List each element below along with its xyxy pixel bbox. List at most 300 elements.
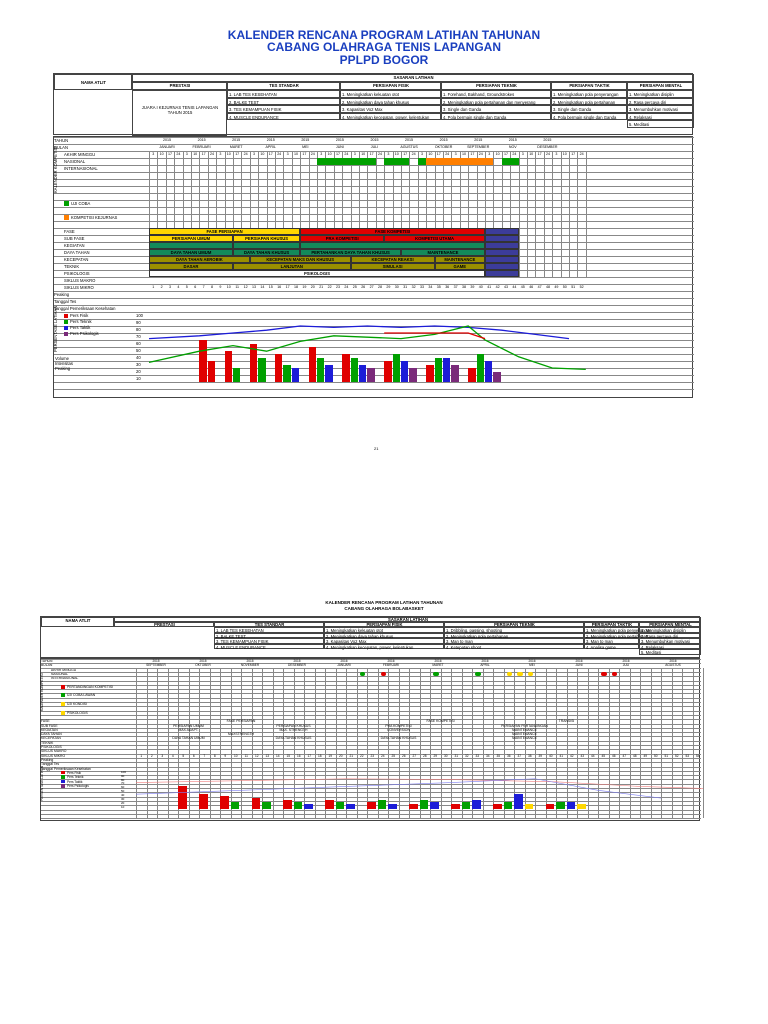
page1-chart-axis-label: 60 [136,341,141,346]
page2-mikro-number: 8 [213,753,216,758]
page1-row-label: TAHUN [54,138,69,143]
page2-mikro-number: 46 [611,753,616,758]
page2-period-label: SIKLUS MAKRO [41,749,67,754]
page1-mikro-number: 33 [419,285,424,289]
page1-week-number: 17 [302,152,307,156]
page1-mikro-number: 48 [545,285,550,289]
page1-mikro-number: 40 [478,285,483,289]
page2-phase-text: MAINTENANCE [512,736,537,741]
page2-year: 2016 [669,659,677,663]
page1-title-line3: PPLPD BOGOR [339,53,429,67]
page1-week-number: 24 [243,152,248,156]
page2-mikro-number: 15 [286,753,291,758]
page1-mikro-number: 52 [579,285,584,289]
page2-taktik_items-item: 2. Meningkatkan pola pertahanan [586,633,649,639]
page2-col-mental: PERSIAPAN MENTAL [639,622,701,627]
page2-mikro-number: 11 [244,753,248,758]
page1-chart-legend-label: Pers Teknik [70,319,92,324]
page1-chart-axis-label: 40 [136,355,141,360]
page2-year: 2016 [340,659,348,663]
page1-grid-hline [54,382,694,383]
page1-mikro-number: 7 [202,285,205,289]
page1-row-label: BULAN [54,145,68,150]
page1-mikro-number: 16 [277,285,282,289]
page1-grid-vline [527,151,528,277]
page1-mikro-number: 44 [512,285,517,289]
page1-month: NOV [508,145,517,149]
page1-phase-band: PRA KOMPETISI [300,235,384,242]
page2-phase-text: PERSIAPAN KHUSUS [276,723,311,728]
page2-month: AGUSTUS [665,663,681,668]
page1-mikro-number: 1 [152,285,155,289]
page2-teknik_items-item: 3. Man to man [444,638,584,644]
page1-grid-vline [586,151,587,277]
page2-col-prestasi: PRESTASI [114,622,214,627]
page1-month: AGUSTUS [400,145,418,149]
page2-mikro-number: 3 [161,753,164,758]
page2-year: 2015 [152,659,160,663]
page2-row-label: TAHUN [41,659,53,663]
page1-chart-axis-label: 80 [136,327,141,332]
page1-week-number: 3 [454,152,457,156]
page1-prestasi-text-2: TAHUN 2015 [167,110,193,115]
page2-chart-axis-label: 50 [121,789,125,794]
page1-tes_items-item: 1. LAB TES KESEHATAN [227,90,340,98]
page1-trend-lines [54,312,694,382]
page2-year: 2015 [293,659,301,663]
page2-mikro-number: 22 [359,753,364,758]
page1-competition-mark [334,158,342,165]
page2-nama-atlit: NAMA ATLIT [41,617,114,627]
page1-competition-mark [485,158,493,165]
page1-fisik_items-item: 2. Meningkatkan daya tahan khusus [340,98,441,106]
page1-year: 2015 [508,138,517,142]
page2-phase-text: FASE PERSIAPAN [226,719,256,724]
page1-period-label: SUB FASE [64,236,85,241]
page2-chart-axis-label: 80 [121,777,125,782]
page2-mikro-number: 4 [171,753,174,758]
page2-period-label: KECEPATAN [41,736,61,741]
page1-chart-legend-label: Pers Taktik [70,325,91,330]
page1-week-number: 3 [185,152,188,156]
page1-grid-hline [54,214,694,215]
page2-legend-swatch [61,711,65,715]
page2-period-label: PSIKOLOGIS [41,745,62,749]
page2-mikro-number: 36 [506,753,511,758]
page1-nama-atlit: NAMA ATLIT [54,74,132,90]
page1-phase-band [485,270,519,277]
page1-grid-hline [54,291,694,292]
page1-competition-mark [451,158,459,165]
page2-chart-legend-label: Pers Psikologis [67,784,89,789]
page2-legend-label: UJI KONDISI [67,702,87,706]
page2-phase-text: FASE KOMPETISI [426,719,455,724]
page1-mikro-number: 6 [194,285,197,289]
page1-year: 2015 [232,138,241,142]
page1-mikro-number: 49 [554,285,559,289]
page2-year: 2015 [246,659,254,663]
page2-title-line1: KALENDER RENCANA PROGRAM LATIHAN TAHUNAN [325,600,443,605]
page2-teknik_items-item: 1. Dribbling, passing, shooting [444,627,584,633]
page2-month: APRIL [480,663,490,668]
page1-tes_items-item: 2. BALKE TEST [227,98,340,106]
page1-week-number: 10 [562,152,567,156]
page1-mikro-number: 39 [470,285,475,289]
page2-mikro-number: 26 [401,753,406,758]
page1-mikro-number: 29 [386,285,391,289]
page2-legend-label: PERTANDINGAN KOMPETISI [67,684,114,689]
page1-week-number: 10 [293,152,298,156]
page1-week-number: 17 [201,152,206,156]
page1-teknik_items-item: 4. Pola bermain single dan Ganda [441,113,551,121]
page1-side-kompetisi: KALENDER KOMPETISI [53,146,58,193]
page1-month: OKTOBER [434,145,453,149]
page2-col-tes: TES STANDAR [214,622,324,627]
page1-phase-band: MAINTENANCE [435,256,485,263]
page1-week-number: 24 [310,152,315,156]
page2-mikro-number: 13 [265,753,270,758]
page1-week-number: 10 [394,152,399,156]
page1-week-number: 3 [521,152,524,156]
page1-week-number: 24 [277,152,282,156]
page2-mikro-number: 51 [664,753,669,758]
page1-taktik_items-item: 1. Meningkatkan pola penyerangan [551,90,627,98]
page2-phase-text: DAYA TAHAN UMUM [172,736,205,741]
page1-phase-band: PERTAHANKAN DAYA TAHAN KHUSUS [300,249,401,256]
page1-col-teknik: PERSIAPAN TEKNIK [441,82,551,90]
page1-week-number: 24 [545,152,550,156]
page1-period-label: KECEPATAN [64,257,89,262]
page1-chart-axis-label: 10 [136,376,141,381]
page2-col-fisik: PERSIAPAN FISIK [324,622,444,627]
page1-phase-band: PERSIAPAN UMUM [149,235,233,242]
page1-title-line2: CABANG OLAHRAGA TENIS LAPANGAN [267,40,501,54]
page1-phase-band: DAYA TAHAN AEROBIK [149,256,250,263]
page2-year: 2016 [575,659,583,663]
page1-week-number: 10 [193,152,198,156]
page1-mikro-number: 20 [310,285,315,289]
page1-mikro-number: 4 [177,285,180,289]
page2-competition-mark [475,672,481,676]
page1-week-number: 24 [579,152,584,156]
page1-page-number: 21 [374,446,379,451]
page1-mikro-number: 46 [529,285,534,289]
page1-year: 2015 [439,138,448,142]
page2-col-teknik: PERSIAPAN TEKNIK [444,622,584,627]
page1-week-number: 17 [436,152,441,156]
page2-mikro-number: 19 [328,753,333,758]
page1-mikro-number: 42 [495,285,500,289]
page2-competition-mark [601,672,607,676]
page1-phase-band: MAINTENANCE [401,249,485,256]
page2-mikro-number: 28 [422,753,427,758]
page1-legend-kompetisi: KOMPETISI KEJURNAS [71,215,118,220]
page2-phase-text: MAINTENANCE [512,732,537,737]
page1-mikro-number: 41 [487,285,492,289]
page1-week-number: 24 [344,152,349,156]
page2-month: OKTOBER [195,663,211,668]
page1-mental_items-item: 3. Menumbuhkan motivasi [627,105,694,113]
page1-period-label: Tanggal Tes [54,299,77,304]
page1-row-label: NASIONAL [64,159,86,164]
page2-period-label: SIKLUS MIKRO [41,753,66,758]
page1-chart-legend-label: Pers Psikologis [70,331,99,336]
page1-mikro-number: 43 [503,285,508,289]
page2-mikro-number: 32 [464,753,469,758]
page1-phase-band: DASAR [149,263,233,270]
page1-chart-axis-label: 20 [136,369,141,374]
page2-header-table [40,616,700,658]
page2-chart-axis-label: 90 [121,773,125,778]
page1-grid-vline [535,151,536,277]
page2-phase-text: DAYA TAHAN KHUSUS [380,736,417,741]
page1-week-number: 3 [152,152,155,156]
page2-mental_items-item: 1. Meningkatkan disiplin [639,627,701,633]
page1-phase-band: DAYA TAHAN KHUSUS [233,249,300,256]
page1-mikro-number: 19 [302,285,307,289]
page1-year: 2015 [474,138,483,142]
page1-mikro-number: 12 [243,285,248,289]
page1-phase-band [485,242,519,249]
page2-legend-swatch [61,693,65,697]
page1-week-number: 10 [226,152,231,156]
page1-teknik_items-item: 2. Meningkatkan pola pertahanan dan menyerang [441,98,551,106]
page1-fisik_items-item: 3. Kapasitas Vo2 Max [340,105,441,113]
page2-mikro-number: 37 [517,753,522,758]
page2-mikro-number: 29 [433,753,438,758]
page1-week-number: 17 [335,152,340,156]
page1-row-label: AKHIR MINGGU [64,152,96,157]
page2-taktik_items-item: 3. Man to man [584,638,639,644]
page2-tes_items-item: 2. BALKE TEST [214,633,324,639]
page2-mikro-number: 17 [307,753,312,758]
page1-mental_items-item: 1. Meningkatkan disiplin [627,90,694,98]
page1-mental_items-item: 4. Relaksasi [627,113,694,121]
page1-fisik_items-item: 1. Meningkatkan kekuatan otot [340,90,441,98]
page1-grid-vline [552,151,553,277]
page1-phase-band: PSIKOLOGIS [149,270,485,277]
page1-week-number: 24 [176,152,181,156]
page1-col-prestasi: PRESTASI [132,82,227,90]
page1-grid-vline [569,151,570,277]
page2-fisik_items-item: 4. Meningkatkan kecepatan, power, kelentukan [324,644,444,650]
page2-trend-lines [41,771,701,810]
page1-week-number: 3 [387,152,390,156]
page1-col-tes: TES STANDAR [227,82,340,90]
page1-mikro-number: 28 [377,285,382,289]
page2-mikro-number: 20 [338,753,343,758]
page2-col-taktik: PERSIAPAN TAKTIK [584,622,639,627]
page1-competition-mark [384,158,392,165]
page2-period-label: Peaking [41,757,54,762]
page1-week-number: 24 [478,152,483,156]
page1-taktik_items-item: 4. Pola bermain single dan Ganda [551,113,627,121]
page2-mikro-number: 38 [527,753,532,758]
page2-mikro-number: 45 [601,753,606,758]
page1-year: 2015 [266,138,275,142]
page2-mikro-number: 48 [632,753,637,758]
page2-mikro-number: 6 [192,753,195,758]
page1-phase-band: PERSIAPAN KHUSUS [233,235,300,242]
page2-month: MARET [432,663,444,668]
page1-week-number: 17 [470,152,475,156]
page1-prestasi-cell [132,90,227,136]
page1-tes_items-item: 4. MUSCLE ENDURANCE [227,113,340,121]
page1-week-number: 24 [377,152,382,156]
page1-grid-hline [54,186,694,187]
page1-mikro-number: 9 [219,285,222,289]
page1-week-number: 3 [252,152,255,156]
page1-week-number: 24 [411,152,416,156]
page1-week-number: 3 [353,152,356,156]
page2-side-kompetisi: KALENDER KOMPETISI [40,672,44,711]
page2-row-label: INTERNASIONAL [51,676,79,681]
page2-mental_items-item: 3. Menumbuhkan motivasi [639,638,701,644]
page1-competition-mark [351,158,359,165]
page1-week-number: 24 [512,152,517,156]
page1-phase-band [485,256,519,263]
page2-chart-axis-label: 100 [121,769,127,774]
page1-competition-mark [325,158,333,165]
page1-mental_items-item: 5. Meditasi [627,120,694,128]
page2-mikro-number: 21 [349,753,354,758]
page1-week-number: 17 [571,152,576,156]
page2-row-label: NASIONAL [51,671,69,676]
page2-competition-mark [517,672,523,676]
page2-chart-axis-label: 40 [121,793,125,798]
page2-phase-text: MAX ADAPT. [178,727,199,732]
page2-chart-axis-label: 60 [121,785,125,790]
page1-mikro-number: 18 [293,285,298,289]
page2-fisik_items-item: 1. Meningkatkan kekuatan otot [324,627,444,633]
page1-mikro-number: 8 [210,285,213,289]
page1-period-label: DAYA TAHAN [64,250,90,255]
page1-line-legend-label: Intensitas [55,361,73,366]
page2-competition-mark [528,672,534,676]
page2-chart-legend-label: Pers Taktik [67,779,83,784]
page2-mikro-number: 7 [203,753,206,758]
page2-mikro-number: 53 [685,753,690,758]
page1-month: DESEMBER [537,145,558,149]
page2-mikro-number: 23 [370,753,375,758]
page2-year: 2016 [434,659,442,663]
page1-phase-band: KECEPATAN REAKSI [351,256,435,263]
page1-period-label: SIKLUS MAKRO [64,278,96,283]
page1-phase-band: KOMPETISI UTAMA [384,235,485,242]
page1-grid-hline [54,200,694,201]
page1-week-number: 3 [320,152,323,156]
page1-week-number: 3 [488,152,491,156]
page1-side-persentase: PERSENTASE LATIHAN [53,305,58,352]
page2-period-label: TEKNIK [41,740,54,745]
page1-competition-mark [426,158,434,165]
page2-phase-text: MAXSTRENGTH [228,732,254,737]
page2-month: SEPTEMBER [146,663,166,668]
page1-week-number: 17 [268,152,273,156]
page2-period-label: DAYA TAHAN [41,732,62,737]
page1-legend-kompetisi-swatch [64,215,69,220]
page1-mental_items-item: 2. Rasa percaya diri [627,98,694,106]
page2-mikro-number: 34 [485,753,490,758]
page1-competition-mark [418,158,426,165]
page2-mikro-number: 52 [674,753,679,758]
page1-mikro-number: 50 [562,285,567,289]
page2-mikro-number: 39 [538,753,543,758]
page1-week-number: 17 [369,152,374,156]
page1-chart-axis-label: 50 [136,348,141,353]
page2-chart-legend-label: Pers Teknik [67,775,84,780]
page2-competition-mark [360,672,366,676]
page2-mental_items-item: 2. Rasa percaya diri [639,633,701,639]
page1-competition-mark [342,158,350,165]
page1-mikro-number: 5 [185,285,188,289]
page1-title-line1: KALENDER RENCANA PROGRAM LATIHAN TAHUNAN [227,28,541,42]
page2-calendar-grid [40,658,700,821]
page1-week-number: 24 [209,152,214,156]
page1-year: 2015 [301,138,310,142]
page2-mikro-number: 40 [548,753,553,758]
page1-mikro-number: 45 [520,285,525,289]
page2-legend-swatch [61,685,65,689]
page2-mikro-number: 31 [454,753,459,758]
page2-year: 2016 [387,659,395,663]
page1-phase-band: LANJUTAN [233,263,351,270]
page1-mikro-number: 22 [327,285,332,289]
page1-month: FEBRUARI [192,145,211,149]
page1-phase-band [485,249,519,256]
page1-teknik_items-item: 1. Forehand, Bakhand, Groundstrokes [441,90,551,98]
page1-mikro-number: 24 [344,285,349,289]
page1-month: JANUARI [159,145,175,149]
page1-mikro-number: 14 [260,285,265,289]
page2-mikro-number: 1 [140,753,143,758]
page1-month: MEI [302,145,309,149]
page1-mikro-number: 10 [226,285,231,289]
page1-year: 2015 [335,138,344,142]
page1-year: 2015 [197,138,206,142]
page2-mikro-number: 42 [569,753,574,758]
page2-mikro-number: 49 [643,753,648,758]
page2-taktik_items-item: 1. Meningkatkan pola penyerangan [586,628,652,633]
page1-week-number: 17 [537,152,542,156]
page1-mikro-number: 27 [369,285,374,289]
page1-tes_items-item: 3. TES KEMAMPUAN FISIK [227,105,340,113]
page1-competition-mark [443,158,451,165]
page1-mikro-number: 32 [411,285,416,289]
page1-week-number: 17 [235,152,240,156]
page2-competition-mark [433,672,439,676]
page1-week-number: 10 [159,152,164,156]
page1-mikro-number: 13 [251,285,256,289]
page2-mikro-number: 9 [224,753,227,758]
page2-mikro-number: 14 [275,753,280,758]
page2-chart-legend-label: Pers Fisik [67,770,81,775]
page2-mikro-number: 2 [150,753,153,758]
page2-mikro-number: 16 [296,753,301,758]
page1-grid-hline [54,179,694,180]
page2-month: FEBRUARI [382,663,400,668]
page2-sasaran: SASARAN LATIHAN [114,617,701,622]
page2-competition-mark [507,672,513,676]
page1-week-number: 3 [219,152,222,156]
page1-period-label: FASE [64,229,75,234]
page2-period-label: SUB FASE [41,723,58,728]
page1-phase-band [485,235,519,242]
page2-period-label: FASE [41,719,50,724]
page2-phase-text: TRANSISI [558,719,575,724]
page1-mikro-number: 37 [453,285,458,289]
page1-mikro-number: 2 [160,285,163,289]
